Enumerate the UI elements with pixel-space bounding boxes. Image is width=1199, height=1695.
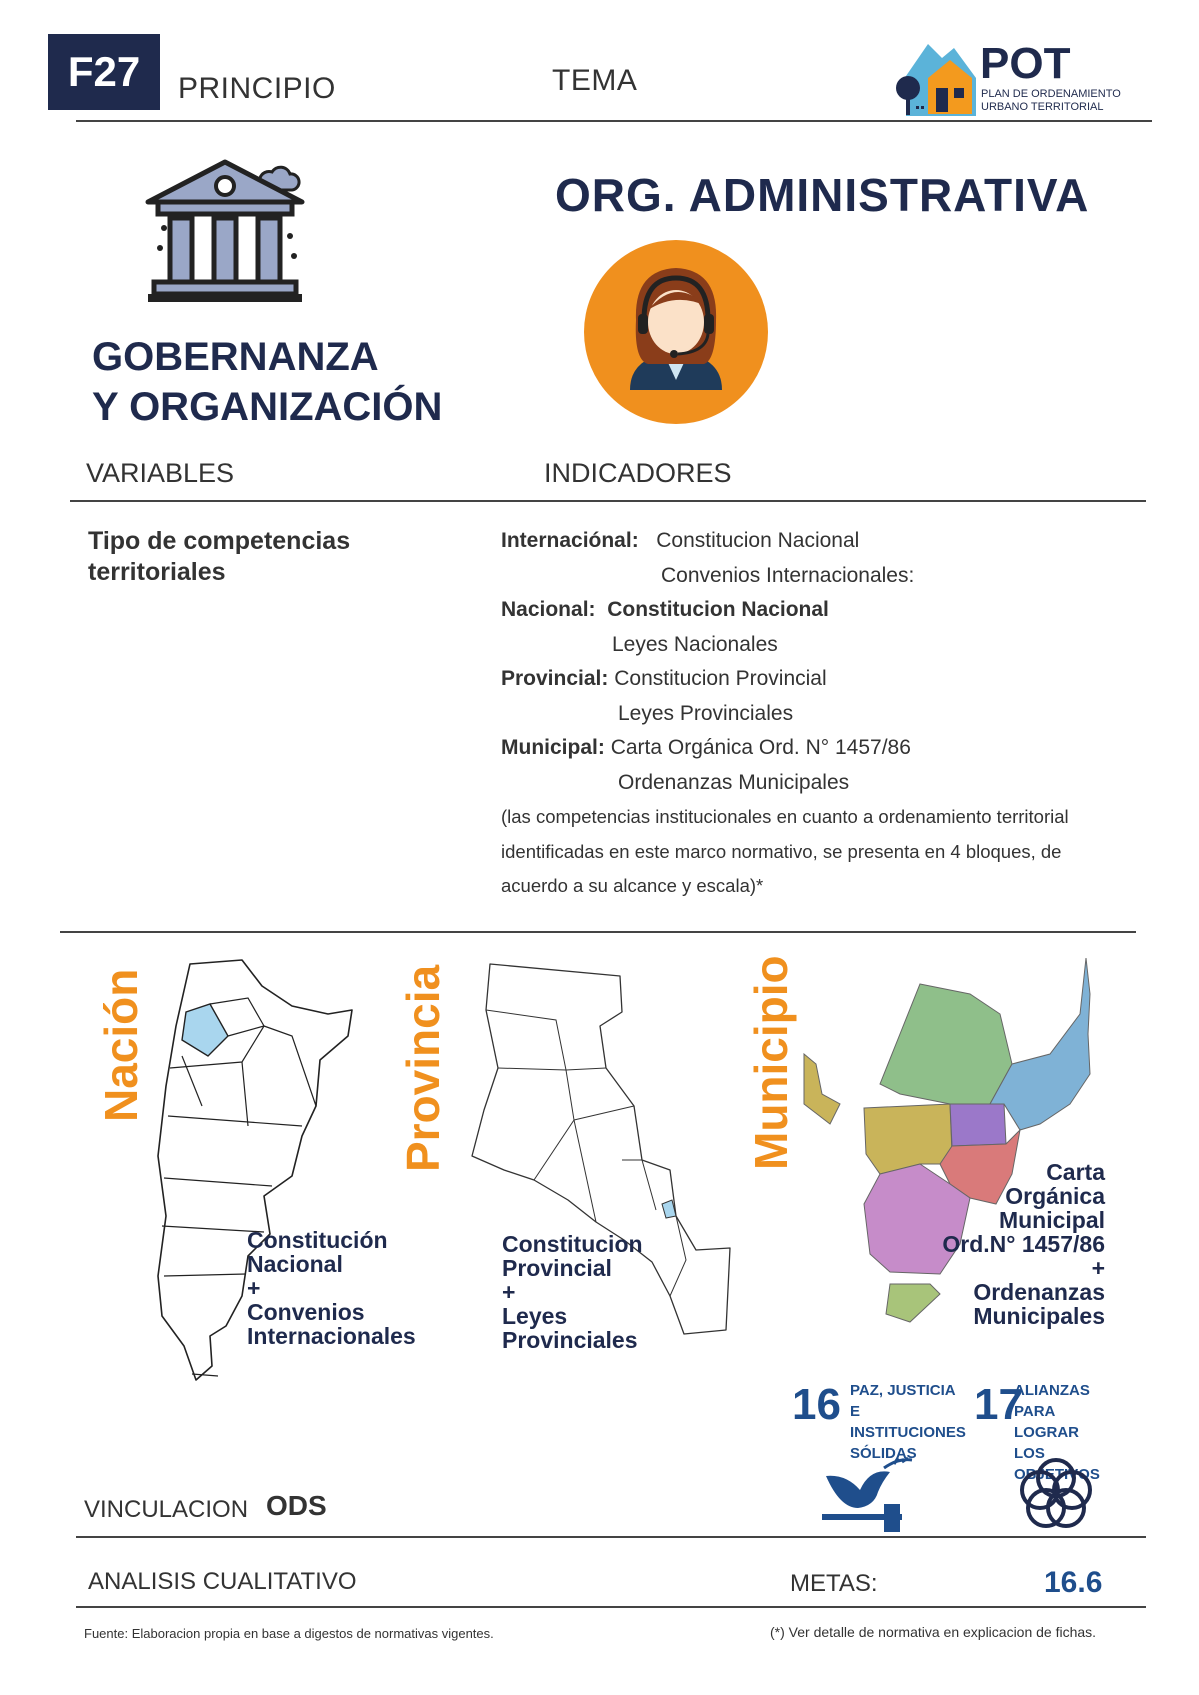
provincia-law-1: Constitucion: [502, 1231, 643, 1257]
nacional-item-1: Constitucion Nacional: [607, 598, 829, 621]
provincia-law-3: Leyes: [502, 1303, 568, 1329]
maps-divider: [60, 931, 1136, 933]
variable-name: [88, 526, 448, 588]
municipal-item-2: Ordenanzas Municipales: [618, 770, 850, 794]
municipio-laws: [905, 1160, 1105, 1328]
indicators-note-line3: acuerdo a su alcance y escala)*: [501, 875, 764, 896]
footer-note: (*) Ver detalle de normativa en explicacion de fichas.: [770, 1624, 1097, 1640]
municipio-law-3: Municipal: [998, 1207, 1105, 1233]
nacion-laws: [247, 1228, 416, 1348]
internacional-label: Internaciónal:: [501, 529, 639, 552]
provincial-label: Provincial:: [501, 667, 609, 690]
customer-service-agent-icon: [584, 240, 768, 424]
provincia-plus: +: [502, 1279, 516, 1305]
pot-logo-subtitle-2: URBANO TERRITORIAL: [981, 101, 1104, 113]
municipio-vertical-label: Municipio: [745, 955, 797, 1170]
header-divider: [76, 120, 1152, 122]
government-building-icon: [144, 156, 306, 306]
provincia-law-2: Provincial: [502, 1255, 612, 1281]
nacional-label: Nacional:: [501, 598, 596, 621]
variable-line2: territoriales: [88, 558, 226, 586]
indicators-note-line2: identificadas en este marco normativo, se presenta en 4 bloques, de: [501, 840, 1062, 862]
metas-label: METAS:: [790, 1570, 878, 1597]
tema-header-label: TEMA: [552, 64, 638, 97]
fiche-code: F27: [67, 48, 141, 95]
sections-divider: [70, 500, 1146, 502]
sdg-16-text: [850, 1380, 970, 1464]
sdg-17-number: 17: [974, 1380, 1023, 1429]
sdg-16-line1: PAZ, JUSTICIA: [850, 1382, 956, 1399]
principio-header-label: PRINCIPIO: [178, 72, 336, 105]
sdg-16-line2: E INSTITUCIONES: [850, 1403, 966, 1441]
ods-label: ODS: [266, 1490, 327, 1521]
interlocking-circles-icon: [1016, 1454, 1096, 1534]
tema-title: ORG. ADMINISTRATIVA: [555, 169, 1090, 221]
sdg-17-line3: LOS OBJETIVOS: [1014, 1445, 1100, 1483]
variable-line1: Tipo de competencias: [88, 527, 351, 555]
analisis-divider: [76, 1606, 1146, 1608]
provincial-item-1: Constitucion Provincial: [614, 667, 827, 690]
municipal-label: Municipal:: [501, 736, 605, 759]
municipio-law-6: Municipales: [973, 1303, 1105, 1329]
pot-logo: [888, 38, 1128, 118]
municipio-plus: +: [1091, 1255, 1105, 1281]
fiche-code-badge: [48, 34, 160, 110]
nacion-plus: +: [247, 1275, 261, 1301]
indicators-list: [501, 524, 1121, 904]
pot-logo-title: POT: [980, 39, 1071, 88]
municipio-law-4: Ord.N° 1457/86: [942, 1231, 1105, 1257]
provincia-law-4: Provinciales: [502, 1327, 638, 1353]
indicadores-section-label: INDICADORES: [544, 458, 732, 488]
analisis-label: ANALISIS CUALITATIVO: [88, 1568, 357, 1595]
sdg-17-line1: ALIANZAS PARA: [1014, 1382, 1090, 1420]
principio-title-line2: Y ORGANIZACIÓN: [92, 385, 443, 429]
provincia-vertical-label: Provincia: [397, 964, 449, 1172]
vinculacion-label: VINCULACION: [84, 1496, 249, 1523]
nacion-law-3: Convenios: [247, 1299, 365, 1325]
ods-divider: [76, 1536, 1146, 1538]
nacion-vertical-label: Nación: [95, 968, 147, 1122]
sdg-16-number: 16: [792, 1380, 841, 1429]
nacion-law-2: Nacional: [247, 1251, 343, 1277]
internacional-item-2: Convenios Internacionales:: [661, 563, 915, 587]
footer-source: Fuente: Elaboracion propia en base a digestos de normativas vigentes.: [84, 1626, 494, 1641]
principio-title-line1: GOBERNANZA: [92, 335, 379, 379]
municipio-law-1: Carta: [1046, 1159, 1105, 1185]
nacion-law-4: Internacionales: [247, 1323, 416, 1349]
nacion-law-1: Constitución: [247, 1227, 388, 1253]
dove-gavel-icon: [822, 1456, 922, 1534]
provincial-item-2: Leyes Provinciales: [618, 701, 794, 725]
pot-logo-icon: [888, 38, 978, 118]
variables-section-label: VARIABLES: [86, 458, 235, 488]
municipio-law-2: Orgánica: [1005, 1183, 1105, 1209]
nacional-item-2: Leyes Nacionales: [612, 632, 778, 656]
metas-value: 16.6: [1044, 1566, 1103, 1599]
indicators-note-line1: (las competencias institucionales en cuanto a ordenamiento territorial: [501, 806, 1069, 827]
pot-logo-subtitle-1: PLAN DE ORDENAMIENTO: [981, 88, 1121, 100]
sdg-16-line3: SÓLIDAS: [850, 1445, 917, 1462]
sdg-17-line2: LOGRAR: [1014, 1424, 1079, 1441]
provincia-laws: [502, 1232, 643, 1352]
municipal-item-1: Carta Orgánica Ord. N° 1457/86: [610, 736, 911, 759]
internacional-item-1: Constitucion Nacional: [656, 529, 860, 552]
municipio-law-5: Ordenanzas: [973, 1279, 1105, 1305]
